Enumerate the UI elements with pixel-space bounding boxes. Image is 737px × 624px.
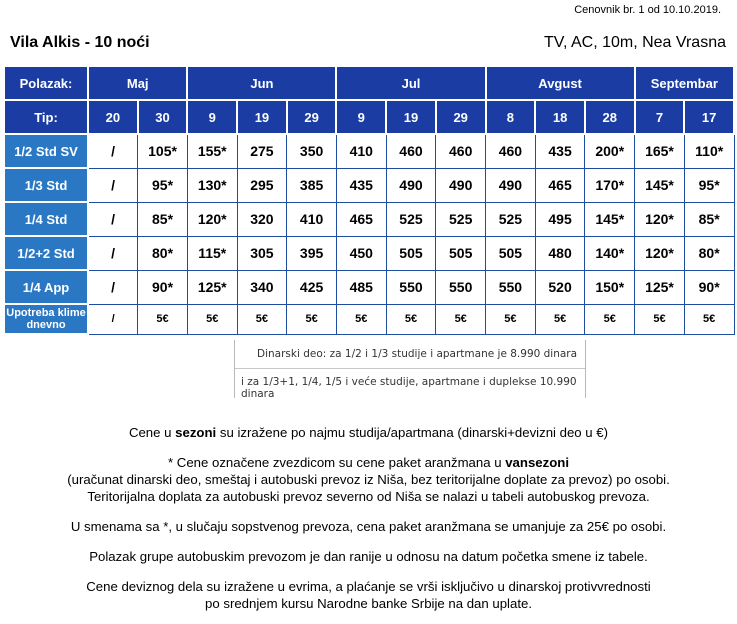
day-header: 29 xyxy=(436,100,486,134)
row-label: 1/2 Std SV xyxy=(4,134,88,168)
price-cell: 505 xyxy=(486,236,536,270)
price-cell: 145* xyxy=(635,168,685,202)
page-title: Vila Alkis - 10 noći xyxy=(10,34,150,51)
price-cell: 480 xyxy=(535,236,585,270)
day-header: 17 xyxy=(684,100,734,134)
price-cell: 110* xyxy=(684,134,734,168)
price-cell: 505 xyxy=(386,236,436,270)
price-cell: 90* xyxy=(684,270,734,304)
price-cell: 5€ xyxy=(535,304,585,334)
note-currency: Cene deviznog dela su izražene u evrima, a plaćanje se vrši isključivo u dinarskoj protivvrednosti xyxy=(86,579,651,594)
price-cell: 5€ xyxy=(138,304,188,334)
price-cell: 435 xyxy=(336,168,386,202)
note-offseason-detail: (uračunat dinarski deo, smeštaj i autobuski prevoz iz Niša, bez teritorijalne doplate za prevoz) po osobi. xyxy=(67,472,670,487)
price-cell: 340 xyxy=(237,270,287,304)
note-territorial: Teritorijalna doplata za autobuski prevoz severno od Niša se nalazi u tabeli autobuskog prevoza. xyxy=(87,489,650,504)
price-cell: 410 xyxy=(336,134,386,168)
note-offseason xyxy=(0,454,737,471)
note-bold: vansezoni xyxy=(505,455,569,470)
price-cell: 550 xyxy=(486,270,536,304)
price-cell: 490 xyxy=(486,168,536,202)
note-currency-rate: po srednjem kursu Narodne banke Srbije na dan uplate. xyxy=(205,596,532,611)
document-number: Cenovnik br. 1 od 10.10.2019. xyxy=(574,4,721,16)
price-cell: 460 xyxy=(486,134,536,168)
price-cell: / xyxy=(88,202,138,236)
price-cell: 5€ xyxy=(635,304,685,334)
price-cell: 460 xyxy=(436,134,486,168)
day-header: 20 xyxy=(88,100,138,134)
price-cell: 5€ xyxy=(386,304,436,334)
price-cell: 125* xyxy=(187,270,237,304)
price-cell: 115* xyxy=(187,236,237,270)
price-cell: 5€ xyxy=(336,304,386,334)
month-header: Avgust xyxy=(486,66,635,100)
price-cell: 140* xyxy=(585,236,635,270)
price-cell: 490 xyxy=(436,168,486,202)
month-header: Jul xyxy=(336,66,485,100)
day-header-row xyxy=(4,100,734,134)
price-cell: 145* xyxy=(585,202,635,236)
polazak-label: Polazak: xyxy=(4,66,88,100)
price-cell: 120* xyxy=(635,202,685,236)
price-cell: 200* xyxy=(585,134,635,168)
table-row xyxy=(4,134,734,168)
price-cell: 5€ xyxy=(287,304,337,334)
price-cell: 410 xyxy=(287,202,337,236)
price-cell: 165* xyxy=(635,134,685,168)
dinarski-line-1: Dinarski deo: za 1/2 i 1/3 studije i apartmane je 8.990 dinara xyxy=(257,348,578,360)
day-header: 9 xyxy=(336,100,386,134)
row-label: 1/4 App xyxy=(4,270,88,304)
price-cell: 495 xyxy=(535,202,585,236)
price-cell: 550 xyxy=(436,270,486,304)
day-header: 9 xyxy=(187,100,237,134)
price-cell: 95* xyxy=(138,168,188,202)
month-header: Maj xyxy=(88,66,187,100)
price-cell: 460 xyxy=(386,134,436,168)
note-own-transport: U smenama sa *, u slučaju sopstvenog prevoza, cena paket aranžmana se umanjuje za 25€ po osobi. xyxy=(70,519,667,534)
price-cell: 120* xyxy=(187,202,237,236)
day-header: 29 xyxy=(287,100,337,134)
price-cell: 130* xyxy=(187,168,237,202)
note-bold: sezoni xyxy=(175,425,217,440)
price-cell: 5€ xyxy=(237,304,287,334)
price-cell: / xyxy=(88,270,138,304)
price-cell: 5€ xyxy=(187,304,237,334)
price-cell: 85* xyxy=(138,202,188,236)
price-cell: 305 xyxy=(237,236,287,270)
price-cell: 395 xyxy=(287,236,337,270)
price-cell: 385 xyxy=(287,168,337,202)
dinarski-line-2: i za 1/3+1, 1/4, 1/5 i veće studije, apartmane i duplekse 10.990 dinara xyxy=(241,376,577,400)
dinarski-separator xyxy=(235,368,585,369)
price-cell: 435 xyxy=(535,134,585,168)
day-header: 19 xyxy=(386,100,436,134)
price-cell: 465 xyxy=(336,202,386,236)
price-cell: / xyxy=(88,168,138,202)
day-header: 8 xyxy=(486,100,536,134)
month-header-row xyxy=(4,66,734,100)
price-cell: 5€ xyxy=(436,304,486,334)
price-cell: 525 xyxy=(436,202,486,236)
price-cell: 120* xyxy=(635,236,685,270)
price-cell: 155* xyxy=(187,134,237,168)
row-label: 1/3 Std xyxy=(4,168,88,202)
day-header: 28 xyxy=(585,100,635,134)
price-cell: / xyxy=(88,304,138,334)
price-cell: 550 xyxy=(386,270,436,304)
note-departure: Polazak grupe autobuskim prevozom je dan ranije u odnosu na datum početka smene iz tabele. xyxy=(89,549,648,564)
table-row xyxy=(4,202,734,236)
price-cell: 150* xyxy=(585,270,635,304)
month-header: Jun xyxy=(187,66,336,100)
table-row xyxy=(4,236,734,270)
row-label: Upotreba klime dnevno xyxy=(4,304,88,334)
note-text: Cene u xyxy=(128,425,176,440)
price-cell: 525 xyxy=(386,202,436,236)
day-header: 19 xyxy=(237,100,287,134)
price-cell: 350 xyxy=(287,134,337,168)
table-row xyxy=(4,168,734,202)
price-cell: 105* xyxy=(138,134,188,168)
day-header: 7 xyxy=(635,100,685,134)
price-cell: 520 xyxy=(535,270,585,304)
note-text: su izražene po najmu studija/apartmana (dinarski+devizni deo u €) xyxy=(216,425,609,440)
price-cell: 5€ xyxy=(585,304,635,334)
table-row xyxy=(4,304,734,334)
page-subtitle: TV, AC, 10m, Nea Vrasna xyxy=(543,34,726,51)
price-cell: / xyxy=(88,134,138,168)
price-cell: 525 xyxy=(486,202,536,236)
price-cell: 295 xyxy=(237,168,287,202)
price-table xyxy=(3,65,735,335)
row-label: 1/4 Std xyxy=(4,202,88,236)
price-cell: 90* xyxy=(138,270,188,304)
table-row xyxy=(4,270,734,304)
price-cell: 85* xyxy=(684,202,734,236)
price-cell: 485 xyxy=(336,270,386,304)
price-cell: 125* xyxy=(635,270,685,304)
price-cell: 95* xyxy=(684,168,734,202)
notes xyxy=(0,424,737,612)
dinarski-info xyxy=(234,340,586,398)
day-header: 30 xyxy=(138,100,188,134)
price-cell: / xyxy=(88,236,138,270)
row-label: 1/2+2 Std xyxy=(4,236,88,270)
price-cell: 465 xyxy=(535,168,585,202)
price-cell: 275 xyxy=(237,134,287,168)
tip-label: Tip: xyxy=(4,100,88,134)
price-cell: 80* xyxy=(684,236,734,270)
price-cell: 80* xyxy=(138,236,188,270)
price-cell: 320 xyxy=(237,202,287,236)
price-cell: 5€ xyxy=(684,304,734,334)
note-text: * Cene označene zvezdicom su cene paket aranžmana u xyxy=(168,455,506,470)
month-header: Septembar xyxy=(635,66,734,100)
price-cell: 425 xyxy=(287,270,337,304)
price-cell: 5€ xyxy=(486,304,536,334)
price-cell: 450 xyxy=(336,236,386,270)
price-cell: 490 xyxy=(386,168,436,202)
price-cell: 170* xyxy=(585,168,635,202)
day-header: 18 xyxy=(535,100,585,134)
price-cell: 505 xyxy=(436,236,486,270)
note-season xyxy=(0,424,737,441)
